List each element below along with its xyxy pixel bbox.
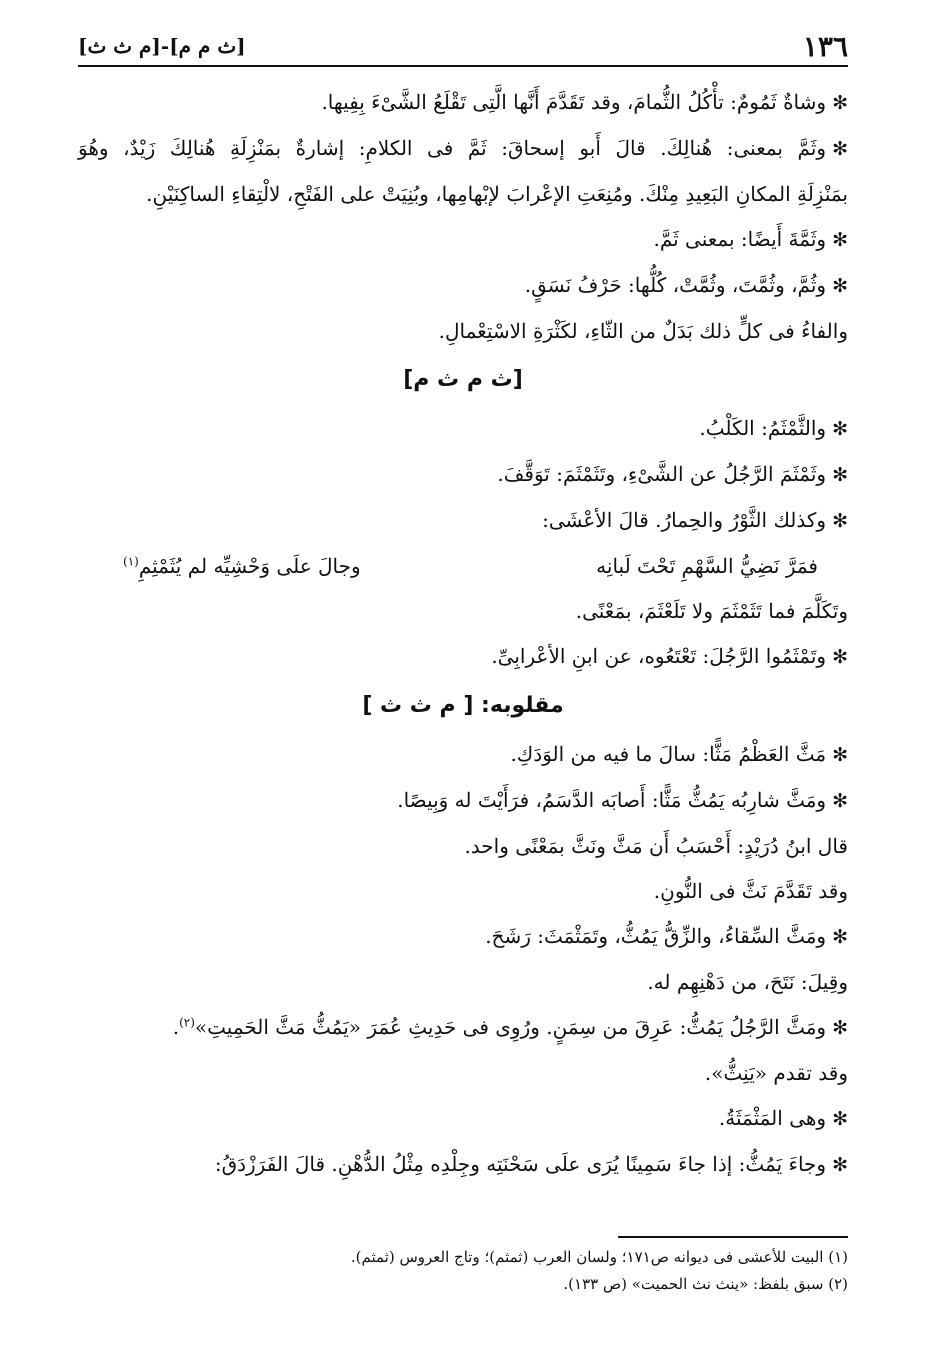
header-rule [78,65,848,67]
continuation-line: وقد تَقَدَّمَ نَثَّ فى النُّونِ. [653,879,848,903]
entry-line: ✻وتَمْثَمُوا الرَّجُلَ: تَعْتَعُوه، عن ابنِ الأعْرابِىِّ. [78,634,848,680]
footnote-ref: (٢) [179,1015,195,1030]
entry-line: ✻وثَمَّةَ أَيضًا: بمعنى ثَمَّ. [78,217,848,263]
asterisk-icon: ✻ [832,744,848,766]
running-head: [ث م م]-[م ث ث] [78,34,246,58]
asterisk-icon: ✻ [832,275,848,297]
entry-line: ✻وهى المَثْمَثَةُ. [78,1096,848,1142]
verse-second-hemistich: وجالَ علَى وَحْشِيِّه لم يُثَمْثِمِ$^{(١)}$ [123,554,361,578]
entry-line: ✻ومَثَّ السِّقاءُ، والزِّقُّ يَمُثُّ، وتَمَثْمَثَ: رَشَحَ. [78,914,848,960]
asterisk-icon: ✻ [832,464,848,486]
page-header [78,28,848,64]
asterisk-icon: ✻ [832,92,848,114]
page-number: ١٣٦ [802,29,848,63]
entry-line: ✻والثَّمْثَمُ: الكَلْبُ. [78,406,848,452]
entry-line: ✻وشاةٌ ثَمُومٌ: تأْكُلُ الثُّمامَ، وقد تَقَدَّمَ أَنَّها الَّتِى تَقْلَعُ الشَّىْءَ بِفِيها. [78,80,848,126]
footnotes [78,1244,848,1298]
asterisk-icon: ✻ [832,510,848,532]
entry-line: ✻وثُمَّ، وثُمَّتَ، وثُمَّتْ، كُلُّها: حَرْفُ نَسَقٍ. [78,263,848,309]
footnote-ref: (١) [123,554,139,569]
asterisk-icon: ✻ [832,229,848,251]
entry-line: ✻وكذلك الثَّوْرُ والحِمارُ. قالَ الأعْشَى: [78,498,848,544]
page-body [78,80,848,1188]
entry-line: ✻ومَثَّ الرَّجُلُ يَمُثُّ: عَرِقَ من سِمَنٍ. ورُوِى فى حَدِيثِ عُمَرَ «يَمُثُّ مَثَّ الحَمِيتِ»$^{(٢)}$. [78,1005,848,1051]
footnote-rule [618,1236,848,1238]
asterisk-icon: ✻ [832,1154,848,1176]
entry-line: ✻ومَثَّ شارِبُه يَمُثُّ مَثًّا: أَصابَه الدَّسَمُ، فرَأَيْتَ له وَبِيصًا. [78,778,848,824]
continuation-line: بمَنْزِلَةِ المكانِ البَعِيدِ مِنْكَ. ومُنِعَتِ الإعْرابَ لإبْهامِها، وبُنِيَتْ على الفَتْحِ، لالْتِقاءِ الساكِنَيْنِ. [146,182,848,206]
inverse-root-heading: مقلوبه: [ م ث ث ] [362,693,564,718]
asterisk-icon: ✻ [832,1017,848,1039]
asterisk-icon: ✻ [832,1108,848,1130]
entry-line: ✻وثَمَّ بمعنى: هُنالِكَ. قالَ أَبو إسحاقَ: ثَمَّ فى الكلامِ: إشارةٌ بمَنْزِلَةِ هُنالِكَ زَيْدٌ، وهُوَ [78,126,848,172]
continuation-line: والفاءُ فى كلٍّ ذلك بَدَلٌ من الثّاءِ، لكَثْرَةِ الاسْتِعْمالِ. [438,319,848,343]
entry-line: ✻مَثَّ العَظْمُ مَثًّا: سالَ ما فيه من الوَدَكِ. [78,732,848,778]
continuation-line: وقد تقدم «يَنِثُّ». [704,1061,848,1085]
entry-line: ✻وثَمْثَمَ الرَّجُلُ عن الشَّىْءِ، وتَثَمْثَمَ: تَوَقَّفَ. [78,452,848,498]
asterisk-icon: ✻ [832,646,848,668]
verse-first-hemistich: فمَرَّ نَضِيُّ السَّهْمِ تَحْتَ لَبانِه [596,554,818,578]
asterisk-icon: ✻ [832,926,848,948]
poetry-verse [78,544,848,589]
footnote: (١) البيت للأعشى فى ديوانه ص١٧١؛ ولسان العرب (ثمثم)؛ وتاج العروس (ثمثم). [350,1248,848,1266]
continuation-line: قال ابنُ دُرَيْدٍ: أَحْسَبُ أَن مَثَّ ونَثَّ بمَعْنًى واحد. [464,834,848,858]
entry-line: ✻وجاءَ يَمُثُّ: إذا جاءَ سَمِينًا يُرَى علَى سَحْنَتِه وجِلْدِه مِثْلُ الدُّهْنِ. قالَ الفَرَزْدَقُ: [78,1142,848,1188]
footnote: (٢) سبق بلفظ: «ينث نث الحميت» (ص ١٣٣). [563,1275,848,1293]
asterisk-icon: ✻ [832,418,848,440]
root-heading: [ث م ث م] [403,367,523,392]
asterisk-icon: ✻ [832,138,848,160]
continuation-line: وتَكَلَّمَ فما تَثَمْثَمَ ولا تَلَعْثَمَ، بمَعْنًى. [575,599,848,623]
continuation-line: وقِيلَ: نَتَحَ، من دَهْنِهِم له. [647,970,848,994]
asterisk-icon: ✻ [832,790,848,812]
